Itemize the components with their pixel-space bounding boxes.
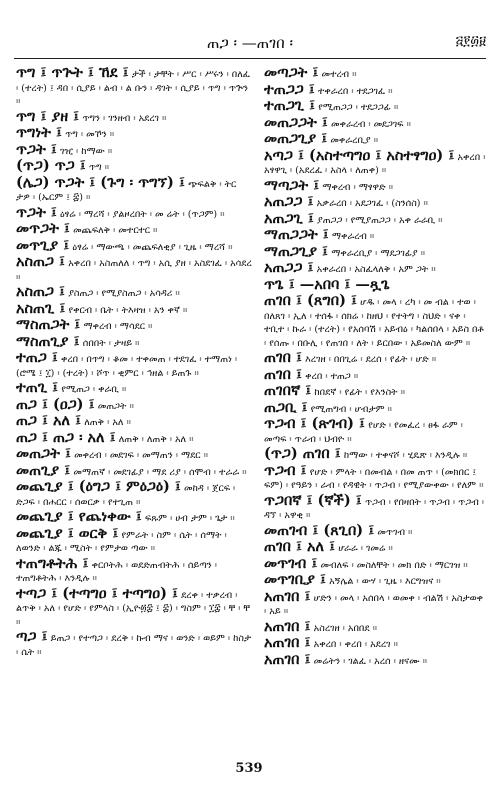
dictionary-entry <box>16 524 252 556</box>
headword: አጠገበ ፤ <box>264 617 311 635</box>
headword: ጥጋብ ፤ (ጽገብ) ፤ <box>264 415 366 432</box>
dictionary-entry <box>16 285 252 301</box>
gloss: ከማው ፡ ተቀናሾ ፡ ሂዴጽ ፡ እንዲሉ ። <box>343 450 468 461</box>
headword: ማስጠጋት ፤ <box>16 316 81 333</box>
dictionary-entry <box>264 66 486 82</box>
dictionary-entry <box>264 113 486 132</box>
gloss: የምራት ፡ ስም ፡ ሴት ፡ ሰማት ፡ ለወንድ ፡ ልጁ ፡ ሚስት ፡ የምታወ ጣው ። <box>16 529 227 554</box>
dictionary-entry <box>264 228 486 244</box>
dictionary-entry <box>16 173 252 205</box>
headword: መጨጊያ ፤ (ዕግጋ ፤ ምዕጋዕ) ፤ <box>16 478 181 495</box>
gloss: አቀራረበ ፡ አስፈላለቅ ፡ አም ጋት ። <box>316 264 436 275</box>
dictionary-entry <box>264 99 486 115</box>
headword: ማጠጋጊያ ፤ <box>264 242 328 260</box>
dictionary-entry <box>264 617 486 636</box>
dictionary-entry <box>264 132 486 148</box>
gloss: ጥግን ፡ ገንዘብ ፡ አደረገ ። <box>82 112 167 124</box>
headword: መጨጊያ ፤ የጨነቀው ፤ <box>16 508 142 525</box>
gloss: መጥገብ ። <box>377 526 413 538</box>
headword: አጣጋ ፤ (አስተጣግዐ ፤ አስተፃግዐ) ፤ <box>264 146 455 164</box>
dictionary-entry <box>16 554 252 586</box>
ethiopic-page-number: ፭፻፴፱ <box>455 34 486 49</box>
dictionary-entry <box>264 80 486 99</box>
gloss: መተረብ ። <box>321 69 357 80</box>
gloss: ማቀራረቢያ ፡ ማደጋገፊያ ። <box>331 247 426 259</box>
dictionary-entry <box>264 650 486 669</box>
dictionary-entry <box>16 66 252 109</box>
dictionary-entry <box>16 159 252 175</box>
gloss: ገዢ ፡ ከማው ። <box>59 145 113 157</box>
headword: ማጣጋት ፤ <box>264 176 320 194</box>
dictionary-entry <box>16 461 252 480</box>
left-column <box>16 66 252 660</box>
headword: ተጠጋጊ ፤ <box>264 97 316 114</box>
headword: (ጥጋ) ጠገበ ፤ <box>264 445 341 462</box>
headword: መጥጊያ ፤ <box>16 236 70 254</box>
page-number: 539 <box>235 761 263 776</box>
headword: ተጠጊ ፤ <box>16 379 59 396</box>
gloss: ከበደኛ ፡ የፊት ፡ የእንስት ። <box>314 387 406 398</box>
gloss: ማቀረብ ፡ ማሳደር ። <box>83 321 153 332</box>
gloss: የሚጠግብ ፡ ሆብታም ። <box>310 403 392 415</box>
headword: ተጠግቶትሕ ፤ <box>16 554 89 572</box>
gloss: የሆድ ፡ ምላት ፡ በመብል ፡ በመ ጠጥ ፡ (መክበር ፤ ፍም) ፡ የዓይን ፡ ራብ ፡ የዳዊት ፡ ጥጋብ ፡ የሚያውቀው ፡ የለም ። <box>264 466 484 491</box>
gloss: አስረገዘ ፡ አበበደ ። <box>313 622 378 634</box>
headword: ጠገበኛ ፤ <box>264 382 312 399</box>
headword: ማስጠጊያ ፤ <box>16 332 80 350</box>
headword: መጥገቢያ ፤ <box>264 571 326 588</box>
gloss: መቀራረቢያ ። <box>330 135 379 146</box>
dictionary-entry <box>264 636 486 652</box>
headword: አጠገበ ፤ <box>264 634 311 651</box>
gloss: ያጠጋጋ ፡ የሚያጠጋጋ ፡ አቀ ራራቢ ። <box>316 214 443 226</box>
headword: ጥግነት ፤ <box>16 124 62 141</box>
dictionary-entry <box>264 461 486 493</box>
headword: ማጠጋጋት ፤ <box>264 226 329 243</box>
headword: አጠጋጊ ፤ <box>264 209 314 227</box>
dictionary-entry <box>264 554 486 573</box>
dictionary-entry <box>16 414 252 430</box>
headword: (ጥጋ) ጥጋ ፤ <box>16 157 86 174</box>
gloss: ፍጹም ፡ ሀብ ታም ፡ ጌታ ። <box>144 513 235 524</box>
headword: ጠጋ ፤ ጠጋ ፡ አለ ፤ <box>16 428 116 446</box>
headword: አጠጋጋ ፤ <box>264 259 314 276</box>
headword: ጠጋ ፤ (ዐጋ) ፤ <box>16 395 95 413</box>
headword: ጥጌ ፤ —አበባ ፤ —ጿጌ <box>264 275 390 293</box>
headword: ጣጋ ፤ <box>16 628 48 645</box>
dictionary-entry <box>264 540 486 556</box>
dictionary-entry <box>16 351 252 380</box>
dictionary-entry <box>264 587 486 619</box>
gloss: መከዳ ፡ ጀርፍ ፡ ድጋፍ ፡ በሐርር ፡ ሰወርቃ ፡ የተጊጠ ። <box>16 483 236 508</box>
dictionary-entry <box>264 491 486 523</box>
gloss: ሰበበት ፡ ታዛይ ። <box>82 337 140 349</box>
gloss: ለጠቅ ፡ ለጠቅ ፡ አለ ። <box>118 433 194 445</box>
headword: ጠገበ ፤ አለ ፤ <box>264 538 336 555</box>
gloss: እረገዘ ፡ በበጊሬ ፡ ደረሰ ፡ የፊት ፡ ሆድ ። <box>305 354 437 365</box>
dictionary-entry <box>264 365 486 384</box>
dictionary-entry <box>16 584 252 630</box>
dictionary-entry <box>16 299 252 318</box>
dictionary-entry <box>264 447 486 463</box>
gloss: መሬትን ፡ ገልፈ ፡ አረሰ ፡ ዘናሙ ። <box>313 655 428 667</box>
dictionary-entry <box>264 176 486 195</box>
dictionary-entry <box>16 480 252 509</box>
dictionary-entry <box>264 242 486 261</box>
gloss: የሚጠጋጋ ፡ ተደጋጋፊ ። <box>318 102 399 113</box>
gloss: ጭፍልቅ ፡ ትር ታዎ ፡ (ኤርም ፤ ፰) ። <box>16 178 237 203</box>
headword: አስጠጊ ፤ <box>16 299 66 317</box>
headword: መጠጋት ፤ <box>16 445 71 462</box>
running-header <box>14 32 486 54</box>
gloss: ይጠጋ ፡ የተጣጋ ፡ ደረቅ ፡ ኩብ ማና ፡ ወንድ ፡ ወይም ፡ ከስታ ፡ ሴት ። <box>16 633 252 658</box>
dictionary-entry <box>16 630 252 659</box>
headword: መጠጋጋት ፤ <box>264 113 328 131</box>
gloss: መጠጋት ። <box>97 400 134 412</box>
gloss: አቀረበ ፡ አስጠለለ ፡ ጥግ ፡ አሲ ያዘ ፡ አስደገፈ ፡ አሳደረ ። <box>16 258 252 283</box>
dictionary-entry <box>264 573 486 589</box>
dictionary-entry <box>16 510 252 526</box>
headword: አጠጋጋ ፤ <box>264 193 314 210</box>
headword: ጠጋ ፤ አለ ፤ <box>16 412 82 429</box>
dictionary-entry <box>264 209 486 228</box>
headword: መጨጊያ ፤ ወርቅ ፤ <box>16 524 119 542</box>
dictionary-entry <box>16 126 252 142</box>
dictionary-entry <box>264 384 486 400</box>
gloss: ማቀራረብ ። <box>331 231 375 242</box>
headword: ተጠጋጋ ፤ <box>264 80 315 98</box>
gloss: መብለፍ ፡ መስለቸት ፡ መክ በድ ፡ ማርገዝ ። <box>320 559 468 571</box>
gloss: ለጠቅ ፡ አለ ። <box>84 417 131 428</box>
gloss: ማቀረብ ፡ ማፃዋድ ። <box>322 181 394 193</box>
gloss: ደረቀ ፡ ተቃረብ ፡ ልጥቅ ፡ አለ ፡ የሆድ ፡ የምላስ ፡ (ኢዮ፴፰ ፤ ፰) ፡ ግስም ፡ ፲፰ ፡ ቸ ፡ ቸ ። <box>16 589 251 628</box>
dictionary-entry <box>264 398 486 417</box>
dictionary-entry <box>16 395 252 414</box>
gloss: ቀረበ ፡ በጥግ ፡ ቆመ ፡ ተቀመጠ ፡ ተደገፈ ፡ ተማጠነ ፡ (ሮሜ ፤ ፲) ፡ (ተረት) ፡ ሾጥ ፡ ቂምር ፡ ኅዘል ፡ ይጠጉ ። <box>16 354 238 379</box>
gloss: ጥጋብ ፡ የበዛበት ፡ ጥጋብ ፡ ጥጋብ ፡ ዳኘ ፡ አዋቂ ። <box>264 496 485 521</box>
dictionary-entry <box>264 521 486 540</box>
gloss: መጨፍለቅ ፡ መተርተር ። <box>73 225 158 236</box>
dictionary-entry <box>16 381 252 397</box>
headword: አስጠጋ ፤ <box>16 283 65 300</box>
gloss: አቀረበ ፡ ቀረበ ፡ አደረገ ። <box>313 639 398 650</box>
headword: ተጠጋ ፤ <box>16 349 58 366</box>
headword: ጥጋት ፤ <box>16 203 57 221</box>
dictionary-entry <box>16 236 252 255</box>
headword: (ሌጋ) ጥጋት ፤ (ጉግ ፡ ጥግኘ) ፤ <box>16 173 185 191</box>
dictionary-entry <box>16 107 252 126</box>
gloss: ዕፃሬ ፡ ማረሻ ፡ ያልዞረበት ፡ መ ሬት ፡ (ጥጋም) ። <box>59 208 225 220</box>
gloss: አኝሌል ፡ ውሃ ፡ ጊዜ ፡ እርግዝና ። <box>329 576 441 587</box>
gloss: ዕፃሬ ፡ ማውጫ ፡ መጨፍለቂያ ፡ ጊዜ ፡ ማረሻ ። <box>72 241 233 253</box>
dictionary-entry <box>16 447 252 463</box>
headword: መጠጋጊያ ፤ <box>264 130 328 147</box>
headword: ጥጋብ ፤ <box>264 461 307 479</box>
gloss: የሆድ ፡ የመፈረ ፡ ፀፋ ራም ፡ መጣፍ ፡ ጥራብ ፡ ህብዮ ። <box>264 420 463 445</box>
gloss: መቀረብ ፡ መደገፍ ፡ መማጠን ፡ ማደር ። <box>74 450 209 461</box>
headword: መጠገብ ፤ (ጸጊበ) ፤ <box>264 521 375 539</box>
dictionary-entry <box>16 140 252 159</box>
headword: ጥግ ፤ ያዘ ፤ <box>16 107 80 125</box>
gloss: መማጠኛ ፡ መደገፊያ ፡ ማደ ሪያ ፡ ሰሞብ ፡ ተራራ ። <box>73 466 247 478</box>
headword: መጠጊያ ፤ <box>16 461 71 479</box>
dictionary-entry <box>264 195 486 211</box>
headword: ጥጋት ፤ <box>16 140 57 158</box>
gloss: አቃራረበ ፡ አደጋገፈ ፡ (ስንሰስ) ። <box>316 198 428 209</box>
dictionary-entry <box>264 294 486 350</box>
gloss: ሆድን ፡ መላ ፡ አሰበላ ፡ ወመቀ ፡ ብልሽ ፡ አስታወቀ ፡ አይ ። <box>264 592 484 617</box>
dictionary-entry <box>16 222 252 238</box>
headword: መጥጋት ፤ <box>16 220 70 237</box>
gloss: አቀረበ ፡ አፃዋጊ ፡ (አደረፈ ፡ አስላ ፡ ለጠቀ) ። <box>264 151 486 176</box>
headword: ጠገበ ፤ <box>264 349 302 366</box>
headword: አጠገበ ፤ <box>264 587 311 605</box>
right-column <box>264 66 486 669</box>
gloss: የሚጠጋ ፡ ቀራቢ ። <box>61 384 127 395</box>
headword: መጣጋት ፤ <box>264 64 319 81</box>
headword: ተጣጋ ፤ (ተጣግዐ ፤ ተጣግዐ) ፤ <box>16 584 178 602</box>
dictionary-entry <box>16 318 252 334</box>
gloss: ታች ፡ ታቸት ፡ ሥር ፡ ሥሩን ፡ በለፈ ፡ (ተረት) ፤ ዳበ ፡ ሲያይ ፡ ልብ ፡ ል ቡን ፡ ዳገት ፡ ሲያይ ፡ ጥግ ፡ ጥጕን ። <box>16 69 250 107</box>
dictionary-entry <box>16 332 252 351</box>
headword: ጥግ ፤ ጥጕት ፤ ኸደ ፤ <box>16 64 129 81</box>
dictionary-entry <box>264 146 486 178</box>
header-rule <box>14 58 486 59</box>
gloss: ሆዱ ፡ መላ ፡ ረካ ፡ መ ብል ፡ ተወ ፡ በለጸገ ፡ ኢለ ፡ ተሰፋ ፡ ሰክሬ ፡ ከዘህ ፡ የተትግ ፡ ስህድ ፡ ናቀ ፡ ተቢተ ፡ ኩራ ፡ (ተረት) ፡ የአሰባሽ ፡ አይብዕ ፡ ካልሰበላ ፡ አይስ በቶ ፡ የሰጡ ፡ በቡሊ ፡ የጠገበ ፡ ለት ፡ ይርበው ፡ አይመስለ ውም ። <box>264 297 484 349</box>
gloss: ጥግ ፡ መኾን ። <box>65 129 115 140</box>
gloss: የቀርብ ፡ ቤት ፡ ትእዛዝ ፡ አን ቀኛ ። <box>68 304 188 316</box>
headword: ጠገበ ፤ <box>264 365 302 383</box>
headword: አጠገበ ፤ <box>264 650 311 668</box>
headword: ጠጋቢ ፤ <box>264 398 308 416</box>
gloss: ተቀራረበ ፡ ተደጋገፈ ። <box>317 85 393 97</box>
headword: ጥጋበኛ ፤ (ኛች) ፤ <box>264 491 362 509</box>
headword: ጠገበ ፤ (ጸግበ) ፤ <box>264 292 357 309</box>
headword: መጥገብ ፤ <box>264 554 318 572</box>
gloss: ጥግ ። <box>88 162 110 173</box>
gloss: ቀረበ ፡ ተጠጋ ። <box>305 370 359 382</box>
dictionary-entry <box>264 417 486 446</box>
dictionary-entry <box>16 255 252 284</box>
gloss: መቀራረብ ፡ መደጋገፍ ። <box>331 118 411 130</box>
dictionary-entry <box>16 203 252 222</box>
gloss: ሆራራ ፡ ገመሬ ። <box>338 543 393 554</box>
dictionary-entry <box>264 351 486 367</box>
running-title: ጠጋ ፡ —ጠገበ ፡ <box>206 34 294 52</box>
gloss: ቀርቦትሕ ፡ ወደድጠብትሕ ፡ ሰይጣን ፡ ተጠግቶትሕ ፡ እንዲሉ ። <box>16 559 218 584</box>
dictionary-entry <box>16 428 252 447</box>
headword: አስጠጋ ፤ <box>16 253 65 270</box>
dictionary-entry <box>264 275 486 294</box>
gloss: ያስጠጋ ፡ የሚያስጠጋ ፡ አሳዳሪ ። <box>68 288 180 299</box>
dictionary-entry <box>264 261 486 277</box>
